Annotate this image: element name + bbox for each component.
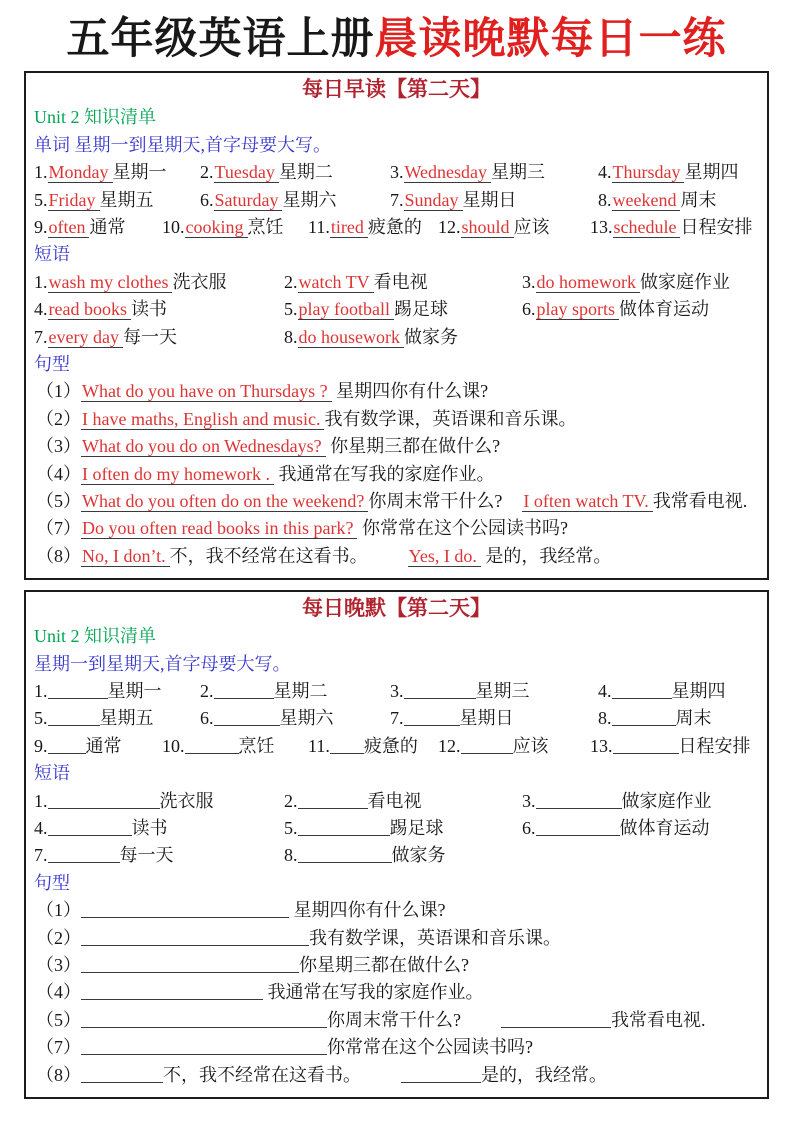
phrase-blank-item: 5. 踢足球 (284, 818, 444, 839)
pattern-blank-line: （8） 不，我不经常在这看书。 是的，我经常。 (36, 1064, 607, 1085)
word-blank-item: 12. 应该 (438, 735, 549, 756)
word-item: 1.Monday 星期一 (34, 162, 167, 183)
word-item: 5.Friday 星期五 (34, 189, 154, 210)
word-blank-item: 8. 周末 (598, 708, 712, 729)
phrase-blank-item: 8. 做家务 (284, 845, 446, 866)
phrase-item: 2.watch TV 看电视 (284, 271, 428, 292)
morning-phrases-row-1 (34, 269, 759, 296)
pattern-line: （7）Do you often read books in this park? 你常常在这个公园读书吗? (36, 518, 568, 539)
blank-field (501, 1011, 611, 1028)
blank-field (81, 1066, 163, 1083)
word-item: 7.Sunday 星期日 (390, 189, 517, 210)
blank-field (461, 737, 513, 754)
blank-field (612, 682, 672, 699)
pattern-blank-line: （2） 我有数学课，英语课和音乐课。 (36, 927, 561, 948)
blank-field (48, 819, 132, 836)
word-item: 10.cooking 烹饪 (162, 216, 284, 237)
blank-field (214, 682, 274, 699)
phrase-blank-item: 6. 做体育运动 (522, 818, 710, 839)
word-item: 11.tired 疲惫的 (308, 216, 422, 237)
blank-field (48, 709, 100, 726)
blank-field (298, 846, 392, 863)
morning-section-heading: 每日早读【第二天】 (302, 77, 491, 102)
word-item: 6.Saturday 星期六 (200, 189, 337, 210)
blank-field (48, 737, 86, 754)
blank-field (612, 709, 676, 726)
evening-patterns-label: 句型 (34, 872, 70, 893)
word-item: 12.should 应该 (438, 216, 550, 237)
pattern-line: （8）No, I don’t. 不，我不经常在这看书。 Yes, I do. 是的，我经常。 (36, 545, 612, 566)
pattern-line: （4）I often do my homework . 我通常在写我的家庭作业。 (36, 463, 495, 484)
evening-phrases-label: 短语 (34, 763, 70, 784)
evening-phrases-row-2 (34, 815, 759, 842)
word-item: 13.schedule 日程安排 (590, 216, 753, 237)
blank-field (81, 901, 289, 918)
morning-phrases-row-3 (34, 324, 759, 351)
blank-field (81, 983, 263, 1000)
word-blank-item: 1. 星期一 (34, 681, 162, 702)
phrase-item: 1.wash my clothes 洗衣服 (34, 271, 227, 292)
section-evening-dictation (24, 590, 769, 1099)
word-item: 2.Tuesday 星期二 (200, 162, 333, 183)
word-item: 4.Thursday 星期四 (598, 162, 739, 183)
word-blank-item: 3. 星期三 (390, 681, 530, 702)
phrase-item: 3.do homework 做家庭作业 (522, 271, 730, 292)
blank-field (81, 929, 309, 946)
evening-words-intro: 星期一到星期天,首字母要大写。 (34, 653, 291, 674)
page-title-red: 晨读晚默每日一练 (374, 15, 727, 63)
word-blank-item: 9. 通常 (34, 735, 122, 756)
morning-words-row-2 (34, 187, 759, 214)
pattern-blank-line: （1） 星期四你有什么课? (36, 900, 446, 921)
blank-field (401, 1066, 481, 1083)
morning-phrases-row-2 (34, 296, 759, 323)
word-blank-item: 2. 星期二 (200, 681, 328, 702)
morning-unit-label: Unit 2 知识清单 (34, 107, 157, 128)
morning-words-intro: 单词 星期一到星期天,首字母要大写。 (34, 134, 331, 155)
word-blank-item: 10. 烹饪 (162, 735, 275, 756)
pattern-blank-line: （4） 我通常在写我的家庭作业。 (36, 982, 484, 1003)
evening-words-row-2 (34, 705, 759, 732)
word-item: 8.weekend 周末 (598, 189, 717, 210)
word-blank-item: 4. 星期四 (598, 681, 726, 702)
blank-field (48, 682, 108, 699)
blank-field (48, 846, 120, 863)
pattern-line: （5）What do you often do on the weekend? 你周末常干什么? I often watch TV. 我常看电视. (36, 490, 748, 511)
blank-field (536, 819, 620, 836)
phrase-blank-item: 2. 看电视 (284, 790, 422, 811)
morning-patterns-label: 句型 (34, 353, 70, 374)
word-blank-item: 5. 星期五 (34, 708, 154, 729)
word-blank-item: 6. 星期六 (200, 708, 334, 729)
blank-field (298, 792, 368, 809)
blank-field (298, 819, 390, 836)
evening-section-heading: 每日晚默【第二天】 (302, 596, 491, 621)
pattern-line: （3）What do you do on Wednesdays? 你星期三都在做什么? (36, 436, 501, 457)
phrase-item: 6.play sports 做体育运动 (522, 299, 709, 320)
blank-field (81, 1011, 327, 1028)
blank-field (185, 737, 239, 754)
word-blank-item: 13. 日程安排 (590, 735, 751, 756)
word-blank-item: 11. 疲惫的 (308, 735, 418, 756)
morning-words-row-3 (34, 214, 759, 241)
word-blank-item: 7. 星期日 (390, 708, 514, 729)
pattern-blank-line: （3） 你星期三都在做什么? (36, 955, 469, 976)
phrase-blank-item: 1. 洗衣服 (34, 790, 214, 811)
phrase-blank-item: 4. 读书 (34, 818, 168, 839)
page-title (0, 16, 793, 63)
evening-words-row-1 (34, 678, 759, 705)
phrase-item: 5.play football 踢足球 (284, 299, 448, 320)
section-morning-reading (24, 71, 769, 580)
phrase-blank-item: 3. 做家庭作业 (522, 790, 712, 811)
word-item: 3.Wednesday 星期三 (390, 162, 546, 183)
phrase-blank-item: 7. 每一天 (34, 845, 174, 866)
pattern-blank-line: （5） 你周末常干什么? 我常看电视. (36, 1009, 706, 1030)
morning-words-row-1 (34, 159, 759, 186)
pattern-blank-line: （7） 你常常在这个公园读书吗? (36, 1037, 533, 1058)
evening-phrases-row-3 (34, 842, 759, 869)
evening-words-row-3 (34, 733, 759, 760)
blank-field (536, 792, 622, 809)
blank-field (613, 737, 679, 754)
pattern-line: （1）What do you have on Thursdays ? 星期四你有什么课? (36, 381, 489, 402)
blank-field (330, 737, 364, 754)
word-item: 9.often 通常 (34, 216, 126, 237)
evening-phrases-row-1 (34, 788, 759, 815)
blank-field (81, 1038, 327, 1055)
phrase-item: 4.read books 读书 (34, 299, 167, 320)
page-title-black: 五年级英语上册 (66, 15, 375, 63)
blank-field (214, 709, 280, 726)
blank-field (81, 956, 299, 973)
blank-field (48, 792, 160, 809)
evening-unit-label: Unit 2 知识清单 (34, 626, 157, 647)
blank-field (404, 682, 476, 699)
phrase-item: 7.every day 每一天 (34, 326, 177, 347)
pattern-line: （2）I have maths, English and music. 我有数学课，英语课和音乐课。 (36, 408, 577, 429)
morning-phrases-label: 短语 (34, 244, 70, 265)
blank-field (404, 709, 460, 726)
phrase-item: 8.do housework 做家务 (284, 326, 458, 347)
